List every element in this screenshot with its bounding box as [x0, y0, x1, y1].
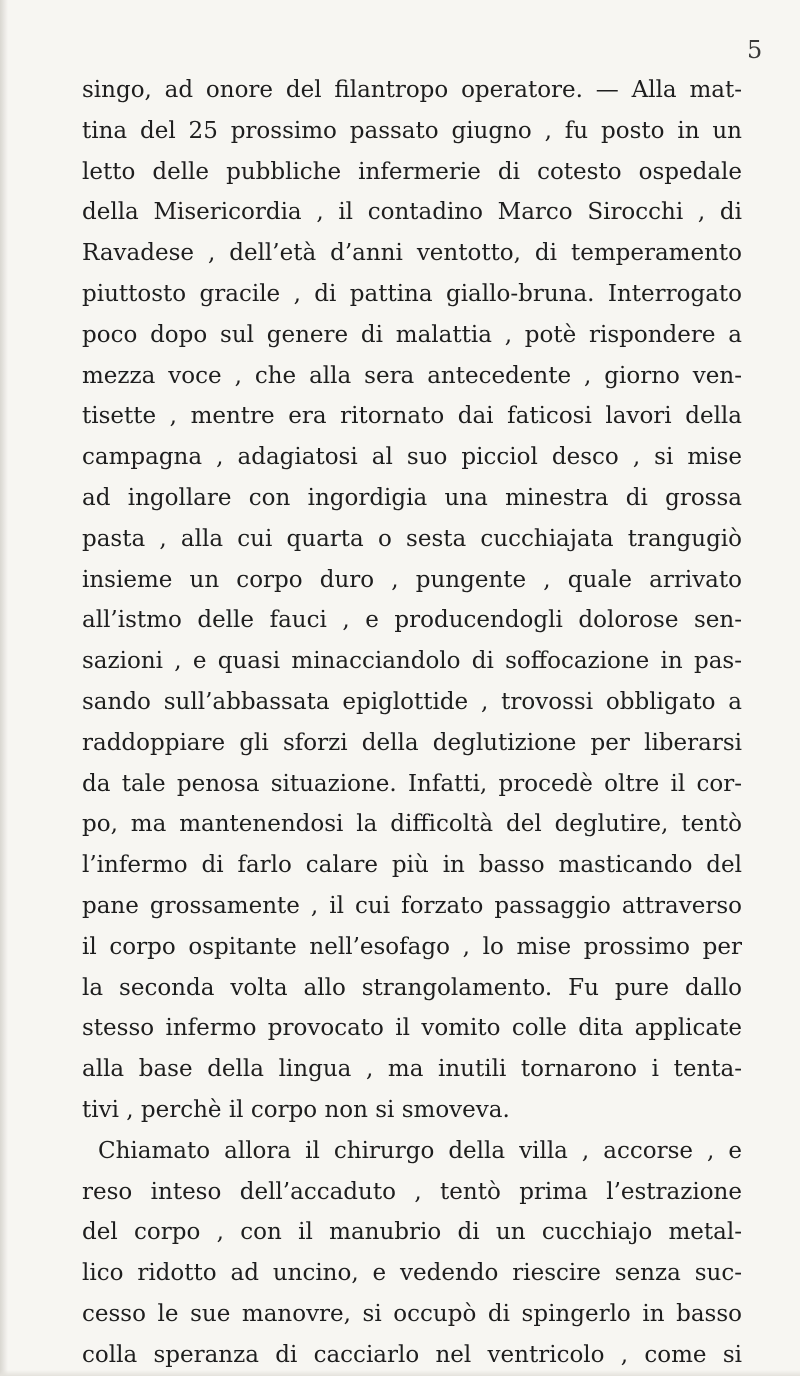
paragraph-2 [82, 1131, 742, 1376]
text-line: tina del 25 prossimo passato giugno , fu posto in un [82, 117, 742, 144]
text-line: Ravadese , dell’età d’anni ventotto, di temperamento [82, 240, 742, 267]
text-line: Chiamato allora il chirurgo della villa , accorse , e [98, 1137, 742, 1164]
text-line: lico ridotto ad uncino, e vedendo riescire senza suc- [82, 1260, 742, 1287]
text-line: raddoppiare gli sforzi della deglutizione per liberarsi [82, 729, 742, 756]
text-line: pane grossamente , il cui forzato passaggio attraverso [82, 892, 742, 919]
text-line: cesso le sue manovre, si occupò di spingerlo in basso [82, 1300, 742, 1327]
text-line: campagna , adagiatosi al suo picciol desco , si mise [82, 444, 742, 471]
text-line: sazioni , e quasi minacciandolo di soffocazione in pas- [82, 648, 742, 675]
text-line: il corpo ospitante nell’esofago , lo mise prossimo per [82, 933, 742, 960]
text-line: insieme un corpo duro , pungente , quale arrivato [82, 566, 742, 593]
text-line: alla base della lingua , ma inutili tornarono i tenta- [82, 1056, 742, 1083]
text-line: mezza voce , che alla sera antecedente , giorno ven- [82, 362, 742, 389]
text-line: l’infermo di farlo calare più in basso masticando del [82, 852, 742, 879]
text-line: tisette , mentre era ritornato dai faticosi lavori della [82, 403, 742, 430]
text-line: colla speranza di cacciarlo nel ventricolo , come si [82, 1341, 742, 1368]
text-line: della Misericordia , il contadino Marco Sirocchi , di [82, 199, 742, 226]
body-text [82, 70, 742, 1376]
text-line: sando sull’abbassata epiglottide , trovossi obbligato a [82, 688, 742, 715]
text-line: da tale penosa situazione. Infatti, procedè oltre il cor- [82, 770, 742, 797]
paragraph-1 [82, 70, 742, 1131]
text-line: poco dopo sul genere di malattia , potè rispondere a [82, 321, 742, 348]
text-line: stesso infermo provocato il vomito colle dita applicate [82, 1015, 742, 1042]
text-line: singo, ad onore del filantropo operatore. — Alla mat- [82, 77, 742, 103]
text-line: ad ingollare con ingordigia una minestra di grossa [82, 484, 742, 511]
text-line: reso inteso dell’accaduto , tentò prima l’estrazione [82, 1178, 742, 1205]
page-binding-edge [0, 0, 8, 1376]
text-line: pasta , alla cui quarta o sesta cucchiajata trangugiò [82, 525, 742, 552]
text-line: la seconda volta allo strangolamento. Fu pure dallo [82, 974, 742, 1001]
text-line: tivi , perchè il corpo non si smoveva. [82, 1096, 510, 1123]
page-bottom-edge [0, 1370, 800, 1376]
text-line: po, ma mantenendosi la difficoltà del deglutire, tentò [82, 811, 742, 838]
text-line: piuttosto gracile , di pattina giallo-bruna. Interrogato [82, 280, 742, 307]
text-line: letto delle pubbliche infermerie di cotesto ospedale [82, 158, 742, 185]
text-line: del corpo , con il manubrio di un cucchiajo metal- [82, 1219, 742, 1246]
text-line: all’istmo delle fauci , e producendogli dolorose sen- [82, 607, 742, 634]
page-number: 5 [747, 36, 763, 64]
